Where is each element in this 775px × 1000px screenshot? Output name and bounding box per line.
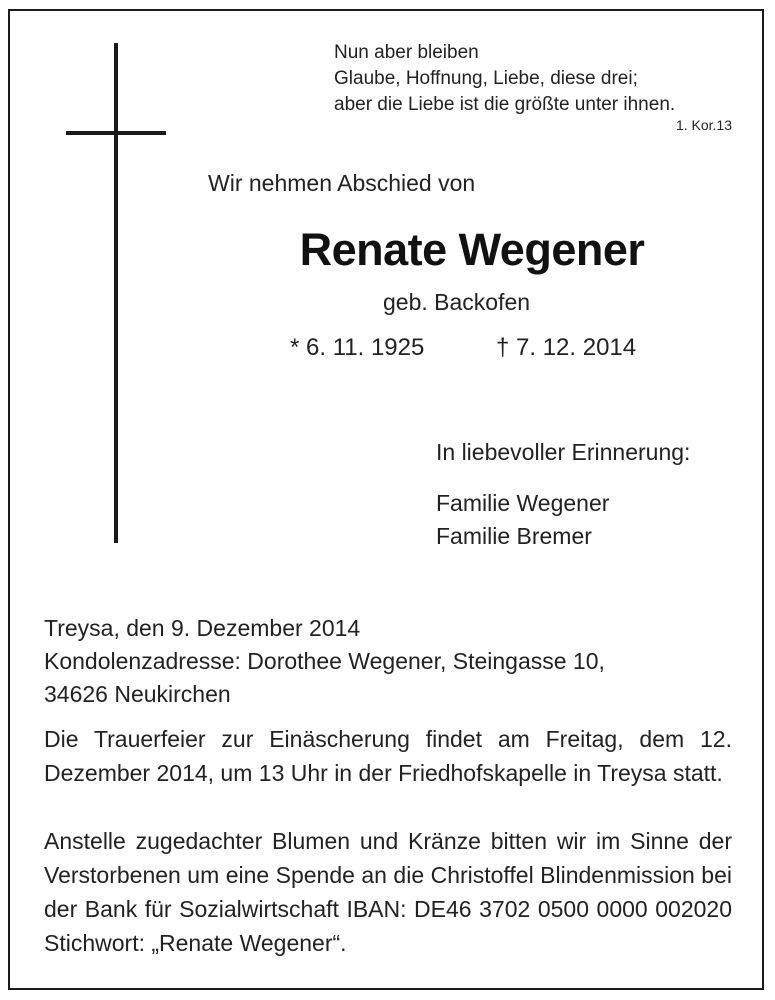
donation-paragraph: Anstelle zugedachter Blumen und Kränze bitten wir im Sinne der Verstorbenen um eine Spende an die Christoffel Blindenmission bei der Bank für Sozialwirtschaft IBAN: DE46 3702 0500 0000 002020 Stichwort: „Renate Wegener“.	[44, 828, 732, 956]
quote-reference: 1. Kor.13	[675, 117, 732, 133]
ceremony-paragraph: Die Trauerfeier zur Einäscherung findet am Freitag, dem 12. Dezember 2014, um 13 Uhr in der Friedhofskapelle in Treysa statt.	[44, 726, 732, 786]
cross-icon-horizontal-bar	[66, 131, 166, 135]
quote-line: Glaube, Hoffnung, Liebe, diese drei;	[334, 68, 638, 89]
place-and-date: Treysa, den 9. Dezember 2014	[44, 615, 361, 641]
condolence-address-line: Kondolenzadresse: Dorothee Wegener, Steingasse 10,	[44, 648, 605, 674]
family-list	[436, 487, 609, 553]
deceased-name: Renate Wegener	[299, 224, 645, 275]
quote-line: Nun aber bleiben	[334, 42, 479, 63]
maiden-name: geb. Backofen	[383, 289, 531, 315]
birth-date: * 6. 11. 1925	[290, 334, 425, 361]
memory-heading: In liebevoller Erinnerung:	[436, 439, 691, 465]
bible-quote	[334, 40, 734, 118]
family-name: Familie Wegener	[436, 490, 610, 516]
details-block	[44, 612, 734, 711]
farewell-intro: Wir nehmen Abschied von	[208, 170, 476, 196]
family-name: Familie Bremer	[436, 523, 592, 549]
death-date: † 7. 12. 2014	[496, 334, 637, 361]
condolence-address-line: 34626 Neukirchen	[44, 681, 231, 707]
cross-icon-vertical-bar	[114, 43, 118, 543]
quote-line: aber die Liebe ist die größte unter ihnen.	[334, 94, 676, 115]
